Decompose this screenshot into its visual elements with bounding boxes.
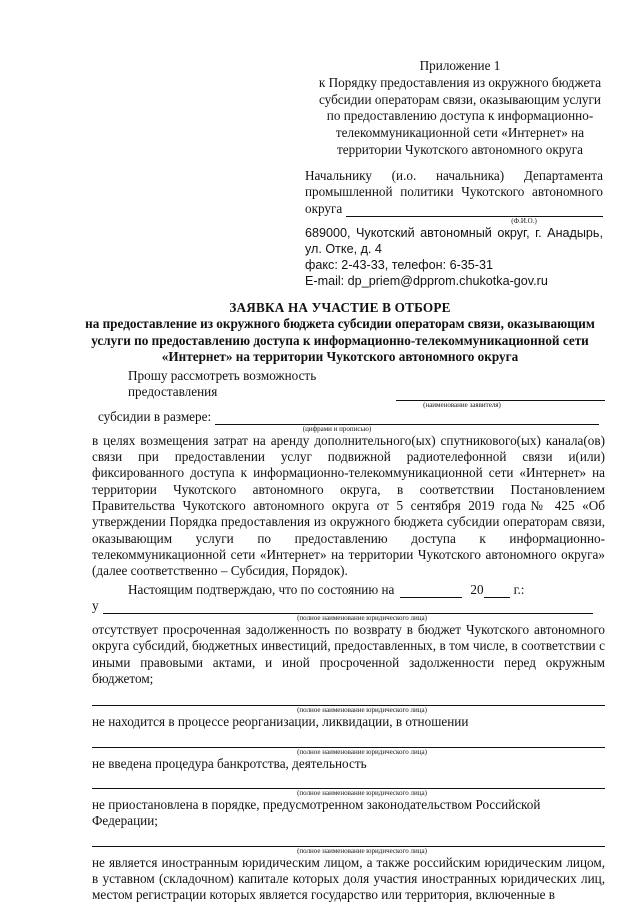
- document-body: [92, 368, 605, 903]
- paragraph: не является иностранным юридическим лицом, а также российским юридическим лицом, в уставном (складочном) капитале которых доля участия иностранных юридических лиц, местом регистрации которых является государство или территория, включенные в: [92, 854, 605, 903]
- address-line: 689000, Чукотский автономный округ, г. Анадырь,: [305, 225, 603, 240]
- confirm-row: [92, 582, 605, 598]
- org-field[interactable]: [92, 774, 605, 789]
- confirm-text: Настоящим подтверждаю, что по состоянию на: [128, 581, 395, 597]
- org-field[interactable]: [92, 832, 605, 847]
- request-row: [92, 368, 605, 401]
- title-sub: на предоставление из окружного бюджета субсидии операторам связи, оказывающим: [85, 316, 595, 332]
- org-caption: (полное наименование юридического лица): [297, 747, 427, 756]
- fio-field[interactable]: [346, 204, 603, 217]
- addressee-line: округа: [305, 200, 343, 216]
- fio-row: [305, 201, 603, 217]
- org-row: [92, 598, 605, 614]
- u-prefix: у: [92, 597, 99, 613]
- appendix-line: по предоставлению доступа к информационно-: [326, 108, 594, 124]
- date-field[interactable]: [400, 585, 462, 598]
- org-caption: (полное наименование юридического лица): [297, 706, 427, 715]
- email-line: E-mail: dp_priem@dpprom.chukotka-gov.ru: [305, 273, 548, 288]
- appendix-line: к Порядку предоставления из окружного бюджета: [318, 74, 602, 90]
- paragraph: отсутствует просроченная задолженность по возврату в бюджет Чукотского автономного округа субсидий, бюджетных инвестиций, предоставленных, в том числе, в соответствии с иными правовыми актами, и иной просроченной задолженности перед окружным бюджетом;: [92, 622, 605, 687]
- amount-caption: (цифрами и прописью): [302, 424, 372, 433]
- addressee-line: Начальнику (и.о. начальника) Департамента: [305, 168, 603, 183]
- year-field[interactable]: [484, 585, 510, 598]
- year-prefix: 20: [470, 581, 484, 597]
- title-main: ЗАЯВКА НА УЧАСТИЕ В ОТБОРЕ: [229, 300, 451, 315]
- paragraph: не приостановлена в порядке, предусмотренном законодательством Российской Федерации;: [92, 796, 541, 829]
- year-suffix: г.:: [513, 581, 525, 597]
- request-text: Прошу рассмотреть возможность предоставления: [128, 368, 317, 400]
- applicant-caption: (наименование заявителя): [423, 400, 501, 409]
- org-field[interactable]: [103, 601, 593, 614]
- org-caption: (полное наименование юридического лица): [297, 788, 427, 797]
- appendix-line: телекоммуникационной сети «Интернет» на: [335, 125, 585, 141]
- phone-line: факс: 2-43-33, телефон: 6-35-31: [305, 257, 494, 272]
- addressee-line: промышленной политики Чукотского автономного: [305, 184, 603, 200]
- applicant-field[interactable]: [396, 388, 605, 401]
- appendix-line: Приложение 1: [419, 58, 501, 73]
- org-field[interactable]: [92, 733, 605, 748]
- appendix-line: субсидии операторам связи, оказывающим услуги: [319, 91, 601, 107]
- document-title: [60, 300, 620, 365]
- paragraph: в целях возмещения затрат на аренду дополнительного(ых) спутникового(ых) канала(ов) связи при предоставлении услуг подвижной радиотелефонной связи и(или) фиксированного доступа к информационно-телекоммуникационной сети «Интернет» на территории Чукотского автономного округа, в соответствии Постановлением Правительства Чукотского автономного округа от 5 сентября 2019 года№ 425 «Об утверждении Порядка предоставления из окружного бюджета субсидии операторам связи, оказывающим услуги по предоставлению доступа к информационно-телекоммуникационной сети «Интернет» на территории Чукотского автономного округа» (далее соответственно – Субсидия, Порядок).: [92, 432, 605, 579]
- org-caption: (полное наименование юридического лица): [297, 846, 427, 855]
- subsidy-text: субсидии в размере:: [98, 408, 212, 424]
- amount-field[interactable]: [215, 412, 599, 425]
- appendix-header: [300, 58, 620, 159]
- title-sub: услуги по предоставлению доступа к информационно-телекоммуникационной сети: [91, 332, 589, 348]
- address-line: ул. Отке, д. 4: [305, 241, 382, 256]
- org-field[interactable]: [92, 691, 605, 706]
- fio-caption: (Ф.И.О.): [511, 216, 537, 225]
- paragraph: не введена процедура банкротства, деятельность: [92, 755, 367, 771]
- paragraph: не находится в процессе реорганизации, ликвидации, в отношении: [92, 714, 469, 730]
- org-caption: (полное наименование юридического лица): [297, 614, 427, 623]
- appendix-line: территории Чукотского автономного округа: [336, 141, 584, 157]
- title-sub: «Интернет» на территории Чукотского автономного округа: [161, 348, 519, 364]
- addressee-block: [305, 168, 603, 289]
- subsidy-row: [92, 409, 605, 425]
